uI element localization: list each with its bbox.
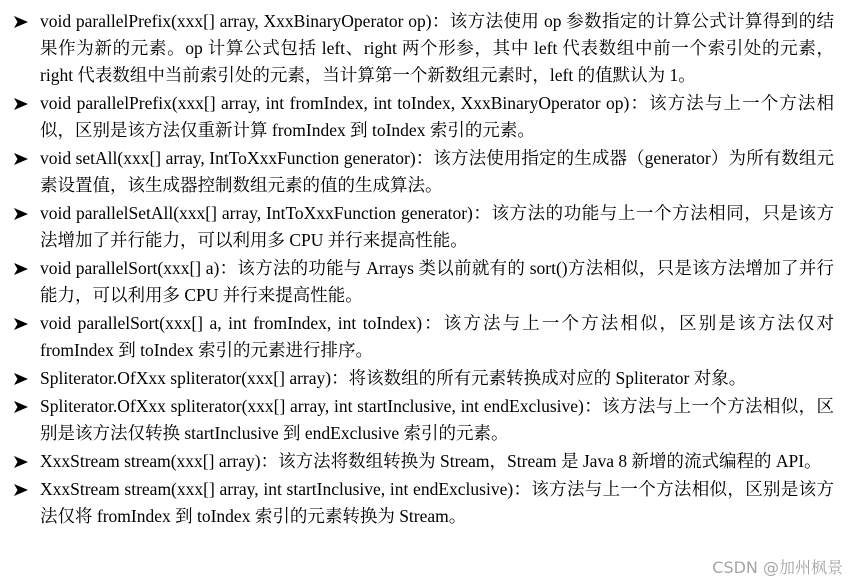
list-item-text: XxxStream stream(xxx[] array)：该方法将数组转换为 Stream，Stream 是 Java 8 新增的流式编程的 API。: [40, 451, 822, 471]
arrowhead-bullet-icon: [14, 448, 30, 475]
arrowhead-bullet-icon: [14, 393, 30, 420]
list-item: [8, 476, 834, 530]
arrowhead-bullet-icon: [14, 476, 30, 503]
list-item-text: void parallelSort(xxx[] a, int fromIndex, int toIndex)：该方法与上一个方法相似，区别是该方法仅对 fromIndex 到 toIndex 索引的元素进行排序。: [40, 313, 834, 360]
list-item-text: void parallelPrefix(xxx[] array, XxxBinaryOperator op)：该方法使用 op 参数指定的计算公式计算得到的结果作为新的元素。op 计算公式包括 left、right 两个形参，其中 left 代表数组中前一个索引处的元素，right 代表数组中当前索引处的元素，当计算第一个新数组元素时，left 的值默认为 1。: [40, 11, 834, 85]
list-item-text: void parallelPrefix(xxx[] array, int fromIndex, int toIndex, XxxBinaryOperator op)：该方法与上一个方法相似，区别是该方法仅重新计算 fromIndex 到 toIndex 索引的元素。: [40, 93, 834, 140]
arrowhead-bullet-icon: [14, 8, 30, 35]
arrowhead-bullet-icon: [14, 90, 30, 117]
list-item: [8, 90, 834, 144]
list-item-text: void parallelSetAll(xxx[] array, IntToXxxFunction generator)：该方法的功能与上一个方法相同，只是该方法增加了并行能力，可以利用多 CPU 并行来提高性能。: [40, 203, 834, 250]
arrowhead-bullet-icon: [14, 365, 30, 392]
list-item: [8, 255, 834, 309]
list-item-text: Spliterator.OfXxx spliterator(xxx[] array, int startInclusive, int endExclusive)：该方法与上一个方法相似，区别是该方法仅转换 startInclusive 到 endExclusive 索引的元素。: [40, 396, 834, 443]
list-item: [8, 200, 834, 254]
arrowhead-bullet-icon: [14, 145, 30, 172]
list-item: [8, 448, 834, 475]
arrowhead-bullet-icon: [14, 310, 30, 337]
list-item-text: XxxStream stream(xxx[] array, int startInclusive, int endExclusive)：该方法与上一个方法相似，区别是该方法仅将 fromIndex 到 toIndex 索引的元素转换为 Stream。: [40, 479, 834, 526]
list-item: [8, 365, 834, 392]
list-item: [8, 393, 834, 447]
list-item: [8, 8, 834, 89]
list-item-text: void parallelSort(xxx[] a)：该方法的功能与 Arrays 类以前就有的 sort()方法相似，只是该方法增加了并行能力，可以利用多 CPU 并行来提高性能。: [40, 258, 834, 305]
csdn-watermark: CSDN @加州枫景: [712, 558, 843, 577]
arrowhead-bullet-icon: [14, 255, 30, 282]
list-item-text: void setAll(xxx[] array, IntToXxxFunction generator)：该方法使用指定的生成器（generator）为所有数组元素设置值，该生成器控制数组元素的值的生成算法。: [40, 148, 834, 195]
list-item: [8, 145, 834, 199]
list-item-text: Spliterator.OfXxx spliterator(xxx[] array)：将该数组的所有元素转换成对应的 Spliterator 对象。: [40, 368, 747, 388]
list-item: [8, 310, 834, 364]
arrowhead-bullet-icon: [14, 200, 30, 227]
method-list: [8, 8, 834, 531]
